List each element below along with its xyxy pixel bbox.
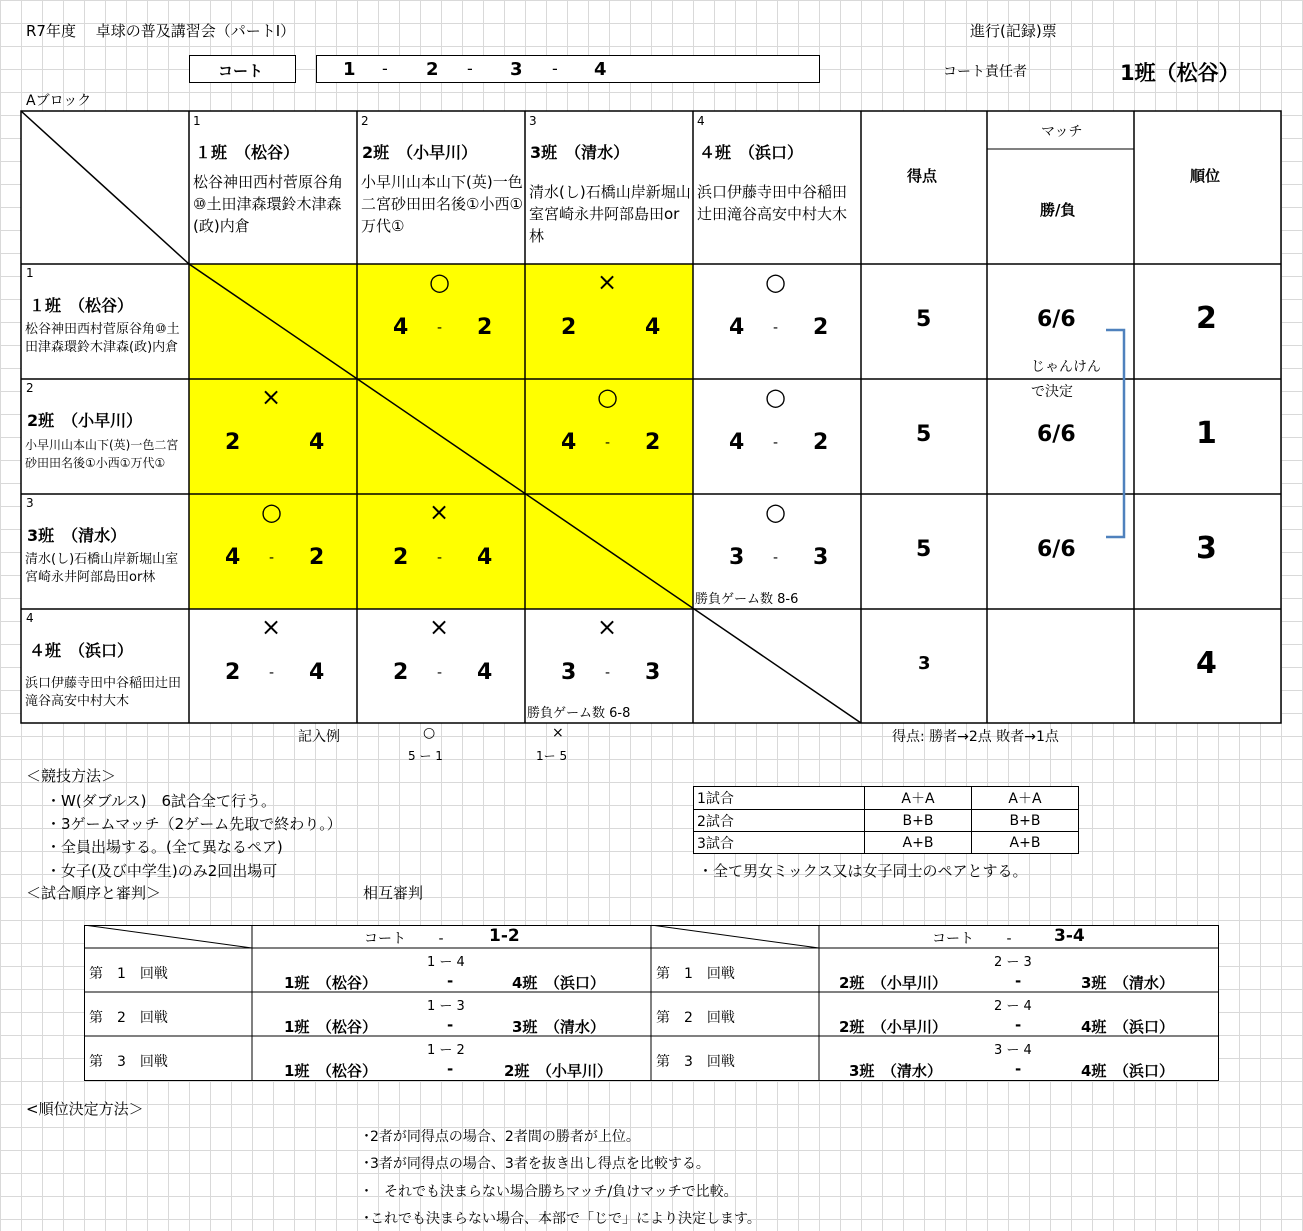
ranking-item: ･これでも決まらない場合、本部で「じで」により決定します。 bbox=[363, 1211, 761, 1227]
round-team-right: 4班 （浜口） bbox=[1081, 1018, 1174, 1036]
score-dash: - bbox=[269, 550, 275, 566]
score-right: 3 bbox=[645, 660, 661, 685]
pair-cell: B+B bbox=[865, 810, 972, 832]
round-pair: 1 ー 4 bbox=[427, 955, 465, 970]
column-number: 2 bbox=[361, 114, 369, 128]
score-right: 2 bbox=[813, 315, 829, 340]
score-dash: - bbox=[605, 435, 611, 451]
column-team-name: １班 （松谷） bbox=[195, 143, 300, 162]
round-dash: - bbox=[1015, 1060, 1022, 1078]
score-left: 2 bbox=[225, 430, 241, 455]
rank-value: 3 bbox=[1196, 531, 1217, 566]
round-label: 第 3 回戦 bbox=[656, 1054, 735, 1070]
row-team-name: １班 （松谷） bbox=[29, 296, 134, 315]
pair-cell: A+B bbox=[865, 832, 972, 854]
janken-note: じゃんけん bbox=[1031, 359, 1101, 375]
match-value: 6/6 bbox=[1037, 307, 1076, 332]
court-b-number: 3-4 bbox=[1054, 926, 1085, 946]
column-team-name: 3班 （清水） bbox=[530, 143, 630, 162]
pair-cell: 2試合 bbox=[694, 810, 865, 832]
column-number: 1 bbox=[193, 114, 201, 128]
score-dash: - bbox=[773, 320, 779, 336]
ranking-item: ･3者が同得点の場合、3者を抜き出し得点を比較する。 bbox=[363, 1156, 710, 1172]
court-a-label: コート - bbox=[364, 931, 444, 947]
round-pair: 1 ー 3 bbox=[427, 999, 465, 1014]
round-label: 第 3 回戦 bbox=[89, 1054, 168, 1070]
points-value: 5 bbox=[916, 307, 932, 332]
row-team-name: 2班 （小早川） bbox=[27, 411, 143, 430]
janken-note: で決定 bbox=[1031, 384, 1073, 400]
rank-value: 1 bbox=[1196, 416, 1217, 451]
score-right: 2 bbox=[477, 315, 493, 340]
pair-row bbox=[694, 810, 1079, 832]
win-mark-icon: ○ bbox=[261, 498, 282, 526]
score-left: 2 bbox=[393, 545, 409, 570]
round-label: 第 2 回戦 bbox=[656, 1010, 735, 1026]
match-header-top: マッチ bbox=[1041, 124, 1083, 140]
block-label: Aブロック bbox=[26, 93, 92, 109]
round-team-left: 1班 （松谷） bbox=[284, 1062, 377, 1080]
ranking-item: ･2者が同得点の場合、2者間の勝者が上位。 bbox=[363, 1129, 640, 1145]
lose-mark-icon: × bbox=[597, 268, 618, 296]
score-left: 4 bbox=[393, 315, 409, 340]
pair-cell: A＋A bbox=[972, 787, 1079, 810]
order-grid-lines bbox=[84, 925, 1219, 1081]
match-header-bottom: 勝/負 bbox=[1040, 201, 1076, 219]
court-manager-label: コート責任者 bbox=[943, 64, 1027, 80]
round-team-left: 1班 （松谷） bbox=[284, 1018, 377, 1036]
rank-header-label: 順位 bbox=[1190, 167, 1221, 185]
score-left: 4 bbox=[729, 315, 745, 340]
round-team-right: 2班 （小早川） bbox=[504, 1062, 612, 1080]
court-label: コート bbox=[218, 62, 264, 80]
method-item: ・3ゲームマッチ（2ゲーム先取で終わり。） bbox=[46, 815, 342, 833]
score-dash: - bbox=[773, 550, 779, 566]
pair-cell: A＋A bbox=[865, 787, 972, 810]
round-team-right: 3班 （清水） bbox=[512, 1018, 605, 1036]
round-label: 第 1 回戦 bbox=[656, 966, 735, 982]
court-number-sep: - bbox=[382, 59, 388, 78]
method-item: ・W(ダブルス) 6試合全て行う。 bbox=[46, 792, 277, 810]
row-number: 1 bbox=[26, 266, 34, 280]
row-members: 浜口伊藤寺田中谷稲田辻田滝谷高安中村大木 bbox=[25, 676, 182, 709]
court-number-sep: - bbox=[552, 59, 558, 78]
row-members: 松谷神田西村菅原谷角⑩土田津森環鈴木津森(政)内倉 bbox=[25, 322, 180, 355]
win-mark-icon: ○ bbox=[429, 268, 450, 296]
score-right: 4 bbox=[645, 315, 661, 340]
round-team-left: 2班 （小早川） bbox=[839, 974, 947, 992]
round-team-left: 3班 （清水） bbox=[849, 1062, 942, 1080]
row-team-name: 3班 （清水） bbox=[27, 526, 127, 545]
ranking-heading: <順位決定方法＞ bbox=[26, 1100, 144, 1118]
ranking-item: ･ それでも決まらない場合勝ちマッチ/負けマッチで比較。 bbox=[363, 1184, 738, 1200]
match-value: 6/6 bbox=[1037, 422, 1076, 447]
lose-mark-icon: × bbox=[261, 613, 282, 641]
pair-note: ・全て男女ミックス又は女子同士のペアとする。 bbox=[698, 862, 1028, 880]
example-win-score: 5 ー 1 bbox=[408, 749, 443, 763]
row-number: 2 bbox=[26, 381, 34, 395]
round-dash: - bbox=[447, 972, 454, 990]
lose-mark-icon: × bbox=[261, 383, 282, 411]
row-members: 小早川山本山下(英)一色二宮砂田田名後①小西①万代① bbox=[25, 438, 179, 470]
row-number: 4 bbox=[26, 611, 34, 625]
game-count-note: 勝負ゲーム数 8-6 bbox=[695, 592, 799, 607]
pair-row bbox=[694, 832, 1079, 854]
round-team-right: 3班 （清水） bbox=[1081, 974, 1174, 992]
round-team-right: 4班 （浜口） bbox=[512, 974, 605, 992]
pair-cell: A+B bbox=[972, 832, 1079, 854]
score-left: 2 bbox=[225, 660, 241, 685]
round-team-right: 4班 （浜口） bbox=[1081, 1062, 1174, 1080]
column-number: 4 bbox=[697, 114, 705, 128]
points-value: 5 bbox=[916, 537, 932, 562]
tie-bracket bbox=[1106, 330, 1124, 537]
column-number: 3 bbox=[529, 114, 537, 128]
round-pair: 3 ー 4 bbox=[994, 1043, 1032, 1058]
score-right: 4 bbox=[309, 430, 325, 455]
score-left: 4 bbox=[225, 545, 241, 570]
court-number-sep: - bbox=[467, 59, 473, 78]
column-members: 清水(し)石橋山岸新堀山室宮崎永井阿部島田or林 bbox=[529, 183, 691, 245]
score-right: 4 bbox=[477, 660, 493, 685]
column-team-name: 2班 （小早川） bbox=[362, 143, 478, 162]
win-mark-icon: ○ bbox=[765, 268, 786, 296]
row-members: 清水(し)石橋山岸新堀山室宮崎永井阿部島田or林 bbox=[25, 552, 179, 585]
round-team-left: 2班 （小早川） bbox=[839, 1018, 947, 1036]
column-members: 小早川山本山下(英)一色二宮砂田田名後①小西①万代① bbox=[361, 173, 523, 235]
round-pair: 2 ー 4 bbox=[994, 999, 1032, 1014]
example-label: 記入例 bbox=[298, 729, 340, 745]
order-table bbox=[84, 925, 1219, 1081]
score-dash: - bbox=[437, 320, 443, 336]
game-count-note: 勝負ゲーム数 6-8 bbox=[527, 706, 631, 721]
points-header-label: 得点 bbox=[907, 167, 938, 185]
example-lose-mark-icon: × bbox=[552, 725, 564, 741]
court-number-2: 2 bbox=[426, 59, 439, 80]
pair-cell: 3試合 bbox=[694, 832, 865, 854]
win-mark-icon: ○ bbox=[597, 383, 618, 411]
method-heading: ＜競技方法＞ bbox=[26, 767, 117, 785]
round-pair: 1 ー 2 bbox=[427, 1043, 465, 1058]
round-dash: - bbox=[447, 1016, 454, 1034]
score-dash: - bbox=[605, 665, 611, 681]
score-left: 2 bbox=[393, 660, 409, 685]
score-right: 3 bbox=[813, 545, 829, 570]
court-a-number: 1-2 bbox=[489, 926, 520, 946]
pair-row bbox=[694, 787, 1079, 810]
row-number: 3 bbox=[26, 496, 34, 510]
match-value: 6/6 bbox=[1037, 537, 1076, 562]
pair-cell: B+B bbox=[972, 810, 1079, 832]
round-label: 第 2 回戦 bbox=[89, 1010, 168, 1026]
referee-label: 相互審判 bbox=[363, 884, 424, 902]
column-team-name: ４班 （浜口） bbox=[699, 143, 804, 162]
example-win-mark-icon: ○ bbox=[423, 725, 436, 741]
win-mark-icon: ○ bbox=[765, 498, 786, 526]
score-left: 4 bbox=[729, 430, 745, 455]
round-dash: - bbox=[1015, 972, 1022, 990]
column-members: 松谷神田西村菅原谷角 ⑩土田津森環鈴木津森(政)内倉 bbox=[193, 173, 344, 235]
court-number-4: 4 bbox=[594, 59, 607, 80]
rank-value: 2 bbox=[1196, 301, 1217, 336]
round-dash: - bbox=[447, 1060, 454, 1078]
points-value: 5 bbox=[916, 422, 932, 447]
lose-mark-icon: × bbox=[429, 498, 450, 526]
method-item: ・全員出場する。(全て異なるペア) bbox=[46, 838, 283, 856]
order-heading: ＜試合順序と審判＞ bbox=[26, 884, 162, 902]
score-dash: - bbox=[437, 550, 443, 566]
win-mark-icon: ○ bbox=[765, 383, 786, 411]
column-members: 浜口伊藤寺田中谷稲田辻田滝谷高安中村大木 bbox=[697, 183, 848, 223]
score-dash: - bbox=[437, 665, 443, 681]
method-item: ・女子(及び中学生)のみ2回出場可 bbox=[46, 862, 278, 880]
score-right: 2 bbox=[645, 430, 661, 455]
score-left: 4 bbox=[561, 430, 577, 455]
court-manager: 1班（松谷） bbox=[1120, 61, 1240, 85]
score-right: 4 bbox=[477, 545, 493, 570]
score-left: 3 bbox=[729, 545, 745, 570]
round-pair: 2 ー 3 bbox=[994, 955, 1032, 970]
score-dash: - bbox=[773, 435, 779, 451]
pair-table bbox=[693, 786, 1079, 854]
court-b-label: コート - bbox=[932, 931, 1012, 947]
score-right: 4 bbox=[309, 660, 325, 685]
score-right: 2 bbox=[309, 545, 325, 570]
score-left: 2 bbox=[561, 315, 577, 340]
pair-cell: 1試合 bbox=[694, 787, 865, 810]
court-number-3: 3 bbox=[510, 59, 523, 80]
score-left: 3 bbox=[561, 660, 577, 685]
row-team-name: ４班 （浜口） bbox=[29, 641, 134, 660]
score-dash: - bbox=[269, 665, 275, 681]
rank-value: 4 bbox=[1196, 646, 1217, 681]
lose-mark-icon: × bbox=[597, 613, 618, 641]
court-number-1: 1 bbox=[343, 59, 356, 80]
points-value: 3 bbox=[918, 653, 931, 674]
round-label: 第 1 回戦 bbox=[89, 966, 168, 982]
sheet-title: R7年度 卓球の普及講習会（パートⅠ） bbox=[26, 22, 296, 40]
round-dash: - bbox=[1015, 1016, 1022, 1034]
record-sheet-label: 進行(記録)票 bbox=[970, 22, 1057, 40]
round-team-left: 1班 （松谷） bbox=[284, 974, 377, 992]
example-lose-score: 1ー 5 bbox=[536, 749, 568, 763]
points-rule: 得点: 勝者→2点 敗者→1点 bbox=[892, 729, 1059, 745]
lose-mark-icon: × bbox=[429, 613, 450, 641]
score-right: 2 bbox=[813, 430, 829, 455]
